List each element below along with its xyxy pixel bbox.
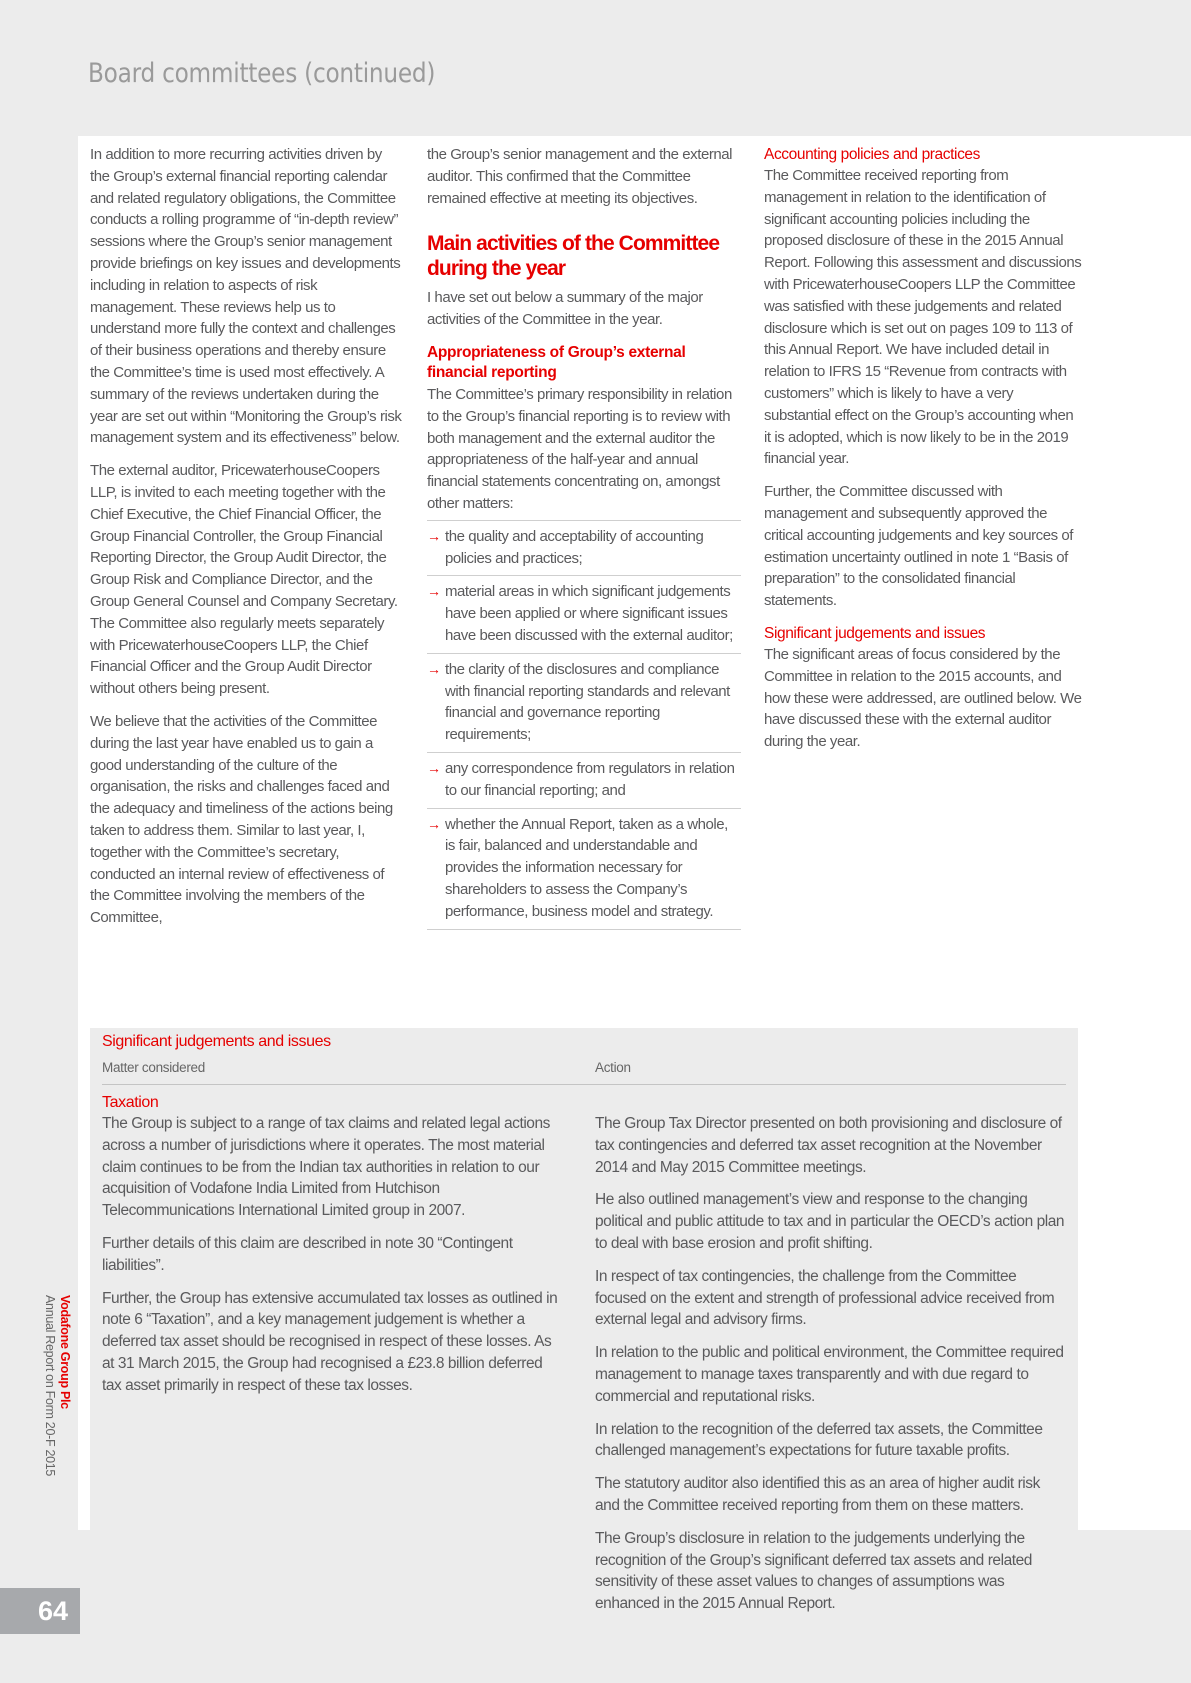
bullet-list xyxy=(427,520,741,930)
bottom-strip xyxy=(0,1644,1191,1683)
list-item: → the clarity of the disclosures and compliance with financial reporting standards and relevant financial and governance reporting requirements; xyxy=(427,654,741,753)
section-heading-main-activities: Main activities of the Committee during the year xyxy=(427,232,720,281)
page-title: Board committees (continued) xyxy=(88,58,436,89)
paragraph: In respect of tax contingencies, the challenge from the Committee focused on the extent and strength of professional advice received from external legal and advisory firms. xyxy=(595,1267,1055,1329)
column-2 xyxy=(427,144,741,930)
matter-heading-taxation: Taxation xyxy=(102,1094,159,1111)
paragraph: Further, the Committee discussed with management and subsequently approved the critical accounting judgements and key sources of estimation uncertainty outlined in note 1 “Basis of preparation” to the consolidated financial statements. xyxy=(764,483,1073,610)
subheading-external-reporting: Appropriateness of Group’s external financial reporting xyxy=(427,343,686,381)
paragraph: The Committee received reporting from management in relation to the identification of significant accounting policies including the proposed disclosure of these in the 2015 Annual Report. Following this assessment and discussions with PricewaterhouseCoopers LLP the Committee was satisfied with these judgements and related disclosure which is set out on pages 109 to 113 of this Annual Report. We have included detail in relation to IFRS 15 “Revenue from contracts with customers” which is likely to have a very substantial effect on the Group’s accounting when it is adopted, which is now likely to be in the 2019 financial year. xyxy=(764,167,1082,468)
header-divider xyxy=(102,1084,1066,1085)
report-name: Annual Report on Form 20-F 2015 xyxy=(43,1295,57,1477)
column-header-action: Action xyxy=(595,1060,631,1075)
arrow-right-icon: → xyxy=(427,527,441,544)
action-cell xyxy=(595,1113,1065,1626)
subheading-accounting-policies: Accounting policies and practices xyxy=(764,146,980,163)
column-1 xyxy=(90,144,402,940)
paragraph: We believe that the activities of the Committee during the last year have enabled us to gain a good understanding of the culture of the organisation, the risks and challenges faced and the adequacy and timeliness of the actions being taken to address them. Similar to last year, I, together with the Committee’s secretary, conducted an internal review of effectiveness of the Committee involving the members of the Committee, xyxy=(90,712,393,927)
list-item: → any correspondence from regulators in relation to our financial reporting; and xyxy=(427,753,741,809)
list-item: → the quality and acceptability of accounting policies and practices; xyxy=(427,521,741,577)
paragraph: The Group Tax Director presented on both provisioning and disclosure of tax contingencies and deferred tax asset recognition at the November 2014 and May 2015 Committee meetings. xyxy=(595,1115,1062,1176)
paragraph: The significant areas of focus considered by the Committee in relation to the 2015 accounts, and how these were addressed, are outlined below. We have discussed these with the external auditor during the year. xyxy=(764,645,1082,751)
table-title: Significant judgements and issues xyxy=(102,1033,331,1050)
paragraph: The Group’s disclosure in relation to the judgements underlying the recognition of the Group’s significant deferred tax assets and related sensitivity of these asset values to changes of assumptions was enhanced in the 2015 Annual Report. xyxy=(595,1529,1032,1613)
company-name: Vodafone Group Plc xyxy=(58,1295,72,1409)
arrow-right-icon: → xyxy=(427,815,441,832)
paragraph: the Group’s senior management and the external auditor. This confirmed that the Committee remained effective at meeting its objectives. xyxy=(427,146,733,207)
column-header-matter: Matter considered xyxy=(102,1060,205,1075)
paragraph: The statutory auditor also identified this as an area of higher audit risk and the Committee received reporting from them on these matters. xyxy=(595,1475,1040,1514)
arrow-right-icon: → xyxy=(427,759,441,776)
paragraph: In relation to the public and political environment, the Committee required management to manage taxes transparently and with due regard to commercial and reputational risks. xyxy=(595,1344,1064,1405)
page-number: 64 xyxy=(0,1588,80,1634)
list-item: → whether the Annual Report, taken as a whole, is fair, balanced and understandable and provides the information necessary for shareholders to assess the Company’s performance, business model and strategy. xyxy=(427,809,741,930)
paragraph: He also outlined management’s view and response to the changing political and public attitude to tax and in particular the OECD’s action plan to deal with base erosion and profit shifting. xyxy=(595,1191,1065,1252)
judgements-table xyxy=(90,1028,1078,1628)
paragraph: The Committee’s primary responsibility in relation to the Group’s financial reporting is to review with both management and the external auditor the appropriateness of the half-year and annual financial statements concentrating on, amongst other matters: xyxy=(427,385,732,512)
paragraph: Further, the Group has extensive accumulated tax losses as outlined in note 6 “Taxation”, and a key management judgement is whether a deferred tax asset should be recognised in respect of these losses. As at 31 March 2015, the Group had recognised a £23.8 billion deferred tax asset primarily in respect of these tax losses. xyxy=(102,1289,558,1394)
list-item: → material areas in which significant judgements have been applied or where significant issues have been discussed with the external auditor; xyxy=(427,576,741,653)
subheading-significant-judgements: Significant judgements and issues xyxy=(764,624,986,642)
arrow-right-icon: → xyxy=(427,660,441,677)
paragraph: In addition to more recurring activities driven by the Group’s external financial reporting calendar and related regulatory obligations, the Committee conducts a rolling programme of “in-depth review” sessions where the Group’s senior management provide briefings on key issues and developments including in relation to aspects of risk management. These reviews help us to understand more fully the context and challenges of their business operations and thereby ensure the Committee’s time is used most effectively. A summary of the reviews undertaken during the year are set out within “Monitoring the Group’s risk management system and its effectiveness” below. xyxy=(90,146,402,447)
matter-cell xyxy=(102,1092,562,1408)
paragraph: In relation to the recognition of the deferred tax assets, the Committee challenged management’s expectations for future taxable profits. xyxy=(595,1420,1043,1460)
paragraph: The external auditor, PricewaterhouseCoopers LLP, is invited to each meeting together with the Chief Executive, the Chief Financial Officer, the Group Financial Controller, the Group Financial Reporting Director, the Group Audit Director, the Group Risk and Compliance Director, and the Group General Counsel and Company Secretary. The Committee also regularly meets separately with PricewaterhouseCoopers LLP, the Chief Financial Officer and the Group Audit Director without others being present. xyxy=(90,462,398,698)
arrow-right-icon: → xyxy=(427,583,441,600)
paragraph: I have set out below a summary of the major activities of the Committee in the year. xyxy=(427,289,703,329)
paragraph: Further details of this claim are described in note 30 “Contingent liabilities”. xyxy=(102,1234,513,1274)
paragraph: The Group is subject to a range of tax claims and related legal actions across a number of jurisdictions where it operates. The most material claim continues to be from the Indian tax authorities in relation to our acquisition of Vodafone India Limited from Hutchison Telecommunications International Limited group in 2007. xyxy=(102,1115,550,1220)
footer-vertical-label xyxy=(38,1295,72,1477)
column-3 xyxy=(764,144,1082,764)
